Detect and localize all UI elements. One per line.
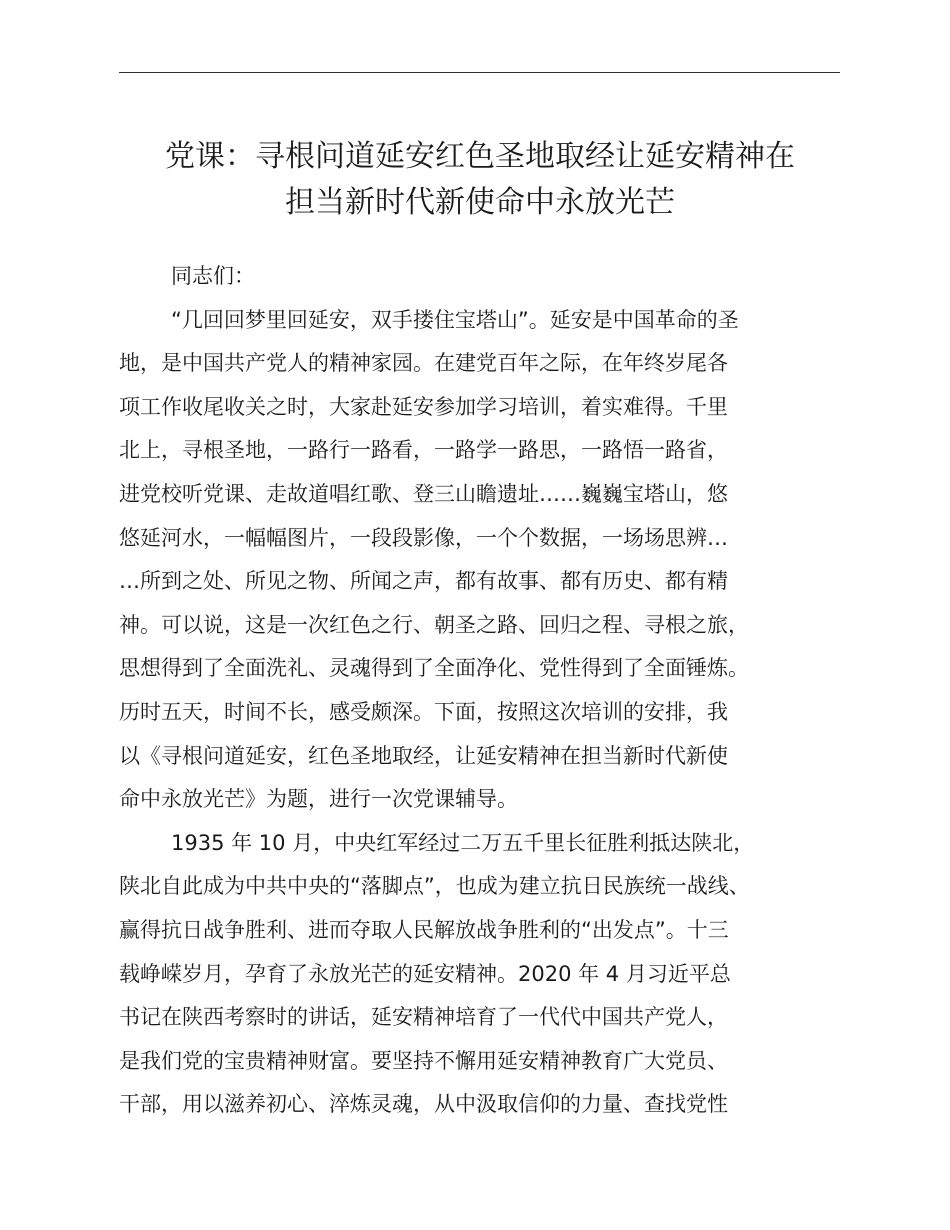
- paragraph-line: 赢得抗日战争胜利、进而夺取人民解放战争胜利的“出发点”。十三: [119, 917, 729, 942]
- paragraph-line: 项工作收尾收关之时，大家赴延安参加学习培训，着实难得。千里: [119, 394, 728, 419]
- title-line-1: 党课：寻根问道延安红色圣地取经让延安精神在: [165, 139, 795, 174]
- paragraph-line: 神。可以说，这是一次红色之行、朝圣之路、回归之程、寻根之旅，: [119, 612, 749, 637]
- document-body: [119, 255, 879, 1127]
- paragraph-line: 以《寻根问道延安，红色圣地取经，让延安精神在担当新时代新使: [119, 743, 728, 768]
- paragraph-line: 是我们党的宝贵精神财富。要坚持不懈用延安精神教育广大党员、: [119, 1048, 728, 1073]
- paragraph-line: 干部，用以滋养初心、淬炼灵魂，从中汲取信仰的力量、查找党性: [119, 1092, 728, 1117]
- paragraph-line: 命中永放光芒》为题，进行一次党课辅导。: [119, 787, 518, 812]
- paragraph-line: 北上，寻根圣地，一路行一路看，一路学一路思，一路悟一路省，: [119, 438, 728, 463]
- paragraph-line: 陕北自此成为中共中央的“落脚点”，也成为建立抗日民族统一战线、: [119, 874, 750, 899]
- paragraph-line: 思想得到了全面洗礼、灵魂得到了全面净化、党性得到了全面锤炼。: [119, 656, 749, 681]
- paragraph-line: …所到之处、所见之物、所闻之声，都有故事、都有历史、都有精: [119, 569, 728, 594]
- salutation: 同志们：: [171, 264, 255, 288]
- paragraph-line: “几回回梦里回延安，双手搂住宝塔山”。延安是中国革命的圣: [171, 307, 739, 332]
- paragraph-line: 载峥嵘岁月，孕育了永放光芒的延安精神。2020 年 4 月习近平总: [119, 961, 731, 986]
- paragraph-line: 悠延河水，一幅幅图片，一段段影像，一个个数据，一场场思辨…: [119, 525, 728, 550]
- paragraph-line: 书记在陕西考察时的讲话，延安精神培育了一代代中国共产党人，: [119, 1005, 728, 1030]
- paragraph-line: 进党校听党课、走故道唱红歌、登三山瞻遗址……巍巍宝塔山，悠: [119, 481, 728, 506]
- document-title: [110, 134, 850, 226]
- paragraph-line: 历时五天，时间不长，感受颇深。下面，按照这次培训的安排，我: [119, 699, 728, 724]
- paragraph-line: 1935 年 10 月，中央红军经过二万五千里长征胜利抵达陕北，: [171, 830, 755, 855]
- header-rule: [119, 72, 840, 73]
- title-line-2: 担当新时代新使命中永放光芒: [285, 185, 675, 220]
- paragraph-line: 地，是中国共产党人的精神家园。在建党百年之际，在年终岁尾各: [119, 351, 728, 376]
